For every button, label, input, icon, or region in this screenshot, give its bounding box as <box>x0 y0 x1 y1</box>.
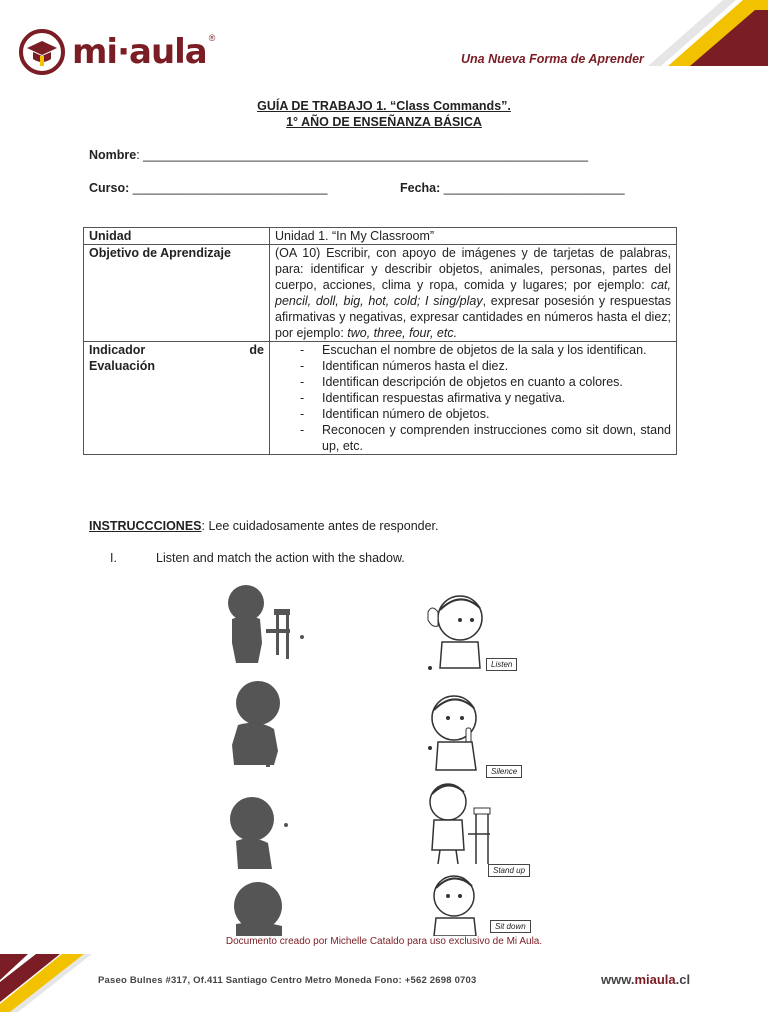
mi-aula-logo <box>18 28 216 76</box>
list-item: - Identifican descripción de objetos en cuanto a colores. <box>275 374 671 390</box>
exercise-text: Listen and match the action with the shadow. <box>156 551 405 565</box>
page-header <box>0 0 768 90</box>
fecha-label: Fecha: <box>400 181 441 195</box>
nombre-blank[interactable]: : ________________________________________________________________ <box>136 148 589 162</box>
curso-field <box>89 181 327 195</box>
child-listen-drawing <box>416 588 496 674</box>
header-corner-decoration <box>628 0 768 66</box>
label-listen: Listen <box>486 658 517 671</box>
tagline: Una Nueva Forma de Aprender <box>461 52 644 66</box>
logo-text: mi·aula <box>72 32 207 72</box>
document-footnote: Documento creado por Michelle Cataldo para uso exclusivo de Mi Aula. <box>225 936 543 947</box>
fecha-field <box>400 181 625 195</box>
list-item: - Identifican números hasta el diez. <box>275 358 671 374</box>
label-silence: Silence <box>486 765 522 778</box>
footer-website[interactable] <box>601 972 690 987</box>
website-name: miaula <box>634 972 676 987</box>
footer-decoration <box>0 950 768 1024</box>
table-row <box>84 342 677 455</box>
website-suffix: .cl <box>675 972 691 987</box>
unidad-label: Unidad <box>84 228 270 245</box>
curriculum-table <box>83 227 677 455</box>
indicador-label <box>84 342 270 455</box>
website-prefix: www. <box>601 972 635 987</box>
shadow-standup-figure <box>222 793 302 873</box>
registered-mark: ® <box>208 33 216 43</box>
footer-address: Paseo Bulnes #317, Of.411 Santiago Centro Metro Moneda Fono: +562 2698 0703 <box>98 975 477 986</box>
objetivo-label: Objetivo de Aprendizaje <box>84 245 270 342</box>
instructions-text: : Lee cuidadosamente antes de responder. <box>201 519 439 533</box>
list-item: - Escuchan el nombre de objetos de la sala y los identifican. <box>275 342 671 358</box>
instructions <box>89 519 439 533</box>
nombre-field <box>89 148 588 162</box>
guide-title: GUÍA DE TRABAJO 1. “Class Commands”. <box>257 99 511 113</box>
exercise-item <box>110 551 405 565</box>
shadow-silence-figure <box>222 679 302 769</box>
curso-blank[interactable]: ____________________________ <box>132 181 328 195</box>
instructions-heading: INSTRUCCCIONES <box>89 519 202 533</box>
indicator-list <box>275 342 671 454</box>
objetivo-text-a: (OA 10) Escribir, con apoyo de imágenes y de tarjetas de palabras, para: identificar y describir objetos, animales, personas, partes del cuerpo, acciones, clima y ropa, comida y lugares; por ejemplo: <box>275 246 671 292</box>
curso-label: Curso: <box>89 181 130 195</box>
evaluacion-word: Evaluación <box>89 359 155 373</box>
child-silence-drawing <box>420 690 500 776</box>
unidad-value: Unidad 1. “In My Classroom” <box>270 228 677 245</box>
table-row <box>84 245 677 342</box>
label-standup: Stand up <box>488 864 530 877</box>
grade-title: 1° AÑO DE ENSEÑANZA BÁSICA <box>286 115 482 129</box>
objetivo-examples-a: cat, pencil, doll, big, hot, cold; I sing/play <box>275 278 671 308</box>
exercise-number: I. <box>110 551 117 565</box>
objetivo-examples-b: two, three, four, etc. <box>347 326 458 340</box>
table-row <box>84 228 677 245</box>
list-item: - Reconocen y comprenden instrucciones como sit down, stand up, etc. <box>275 422 671 454</box>
indicador-word: Indicador <box>89 343 146 357</box>
fecha-blank[interactable]: __________________________ <box>443 181 625 195</box>
indicador-de: de <box>249 343 264 357</box>
indicador-value <box>270 342 677 455</box>
list-item: - Identifican respuestas afirmativa y negativa. <box>275 390 671 406</box>
shadow-listen-figure <box>222 583 312 668</box>
label-sitdown: Sit down <box>490 920 531 933</box>
objetivo-text-c: , expresar posesión y respuestas afirmativas y negativas, expresar cantidades en números hasta el diez; por ejemplo: <box>275 294 671 340</box>
list-item: - Identifican número de objetos. <box>275 406 671 422</box>
graduation-cap-icon <box>18 28 66 76</box>
shadow-sitdown-figure <box>222 880 302 936</box>
nombre-label: Nombre <box>89 148 137 162</box>
child-standup-drawing <box>420 780 500 866</box>
objetivo-value <box>270 245 677 342</box>
